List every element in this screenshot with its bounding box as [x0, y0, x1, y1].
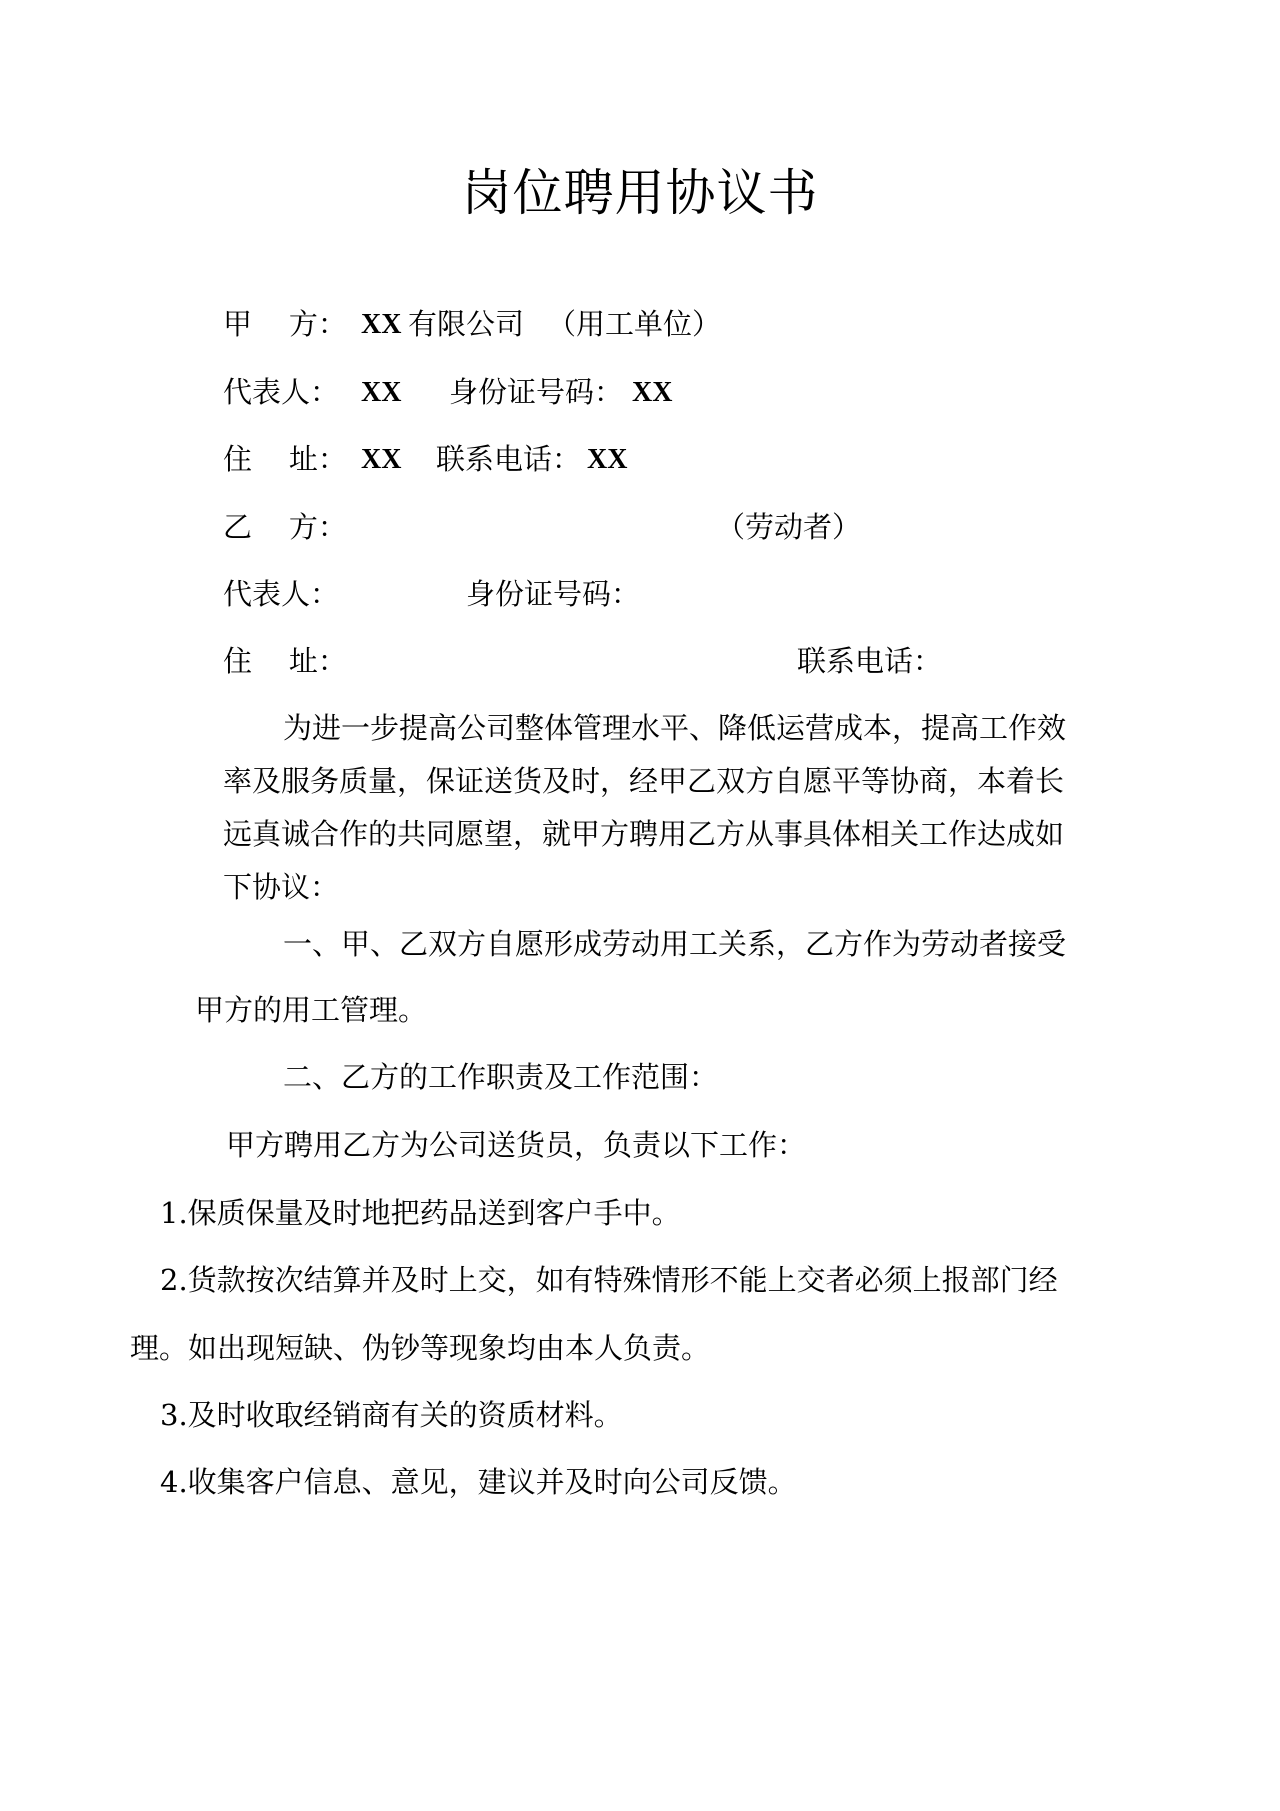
intro-line-4: 下协议： — [223, 870, 340, 904]
party-a-company-rest: 有限公司 — [408, 307, 525, 341]
clause2-heading: 二、乙方的工作职责及工作范围： — [283, 1060, 719, 1094]
duty-item-3: 3.及时收取经销商有关的资质材料。 — [160, 1398, 623, 1432]
intro-line-3: 远真诚合作的共同愿望，就甲方聘用乙方从事具体相关工作达成如 — [223, 817, 1065, 851]
duty-item-4: 4.收集客户信息、意见，建议并及时向公司反馈。 — [160, 1465, 797, 1499]
party-b-note: （劳动者） — [716, 510, 862, 544]
duty-item-1: 1.保质保量及时地把药品送到客户手中。 — [160, 1196, 681, 1230]
duty-item-2-line-2: 理。如出现短缺、伪钞等现象均由本人负责。 — [130, 1331, 711, 1365]
party-a-label: 甲 方： — [223, 307, 347, 341]
party-b-label: 乙 方： — [223, 510, 347, 544]
party-a-addr-value: XX — [361, 444, 402, 475]
party-b-phone-label: 联系电话： — [797, 644, 943, 678]
party-b-id-label: 身份证号码： — [466, 577, 641, 611]
party-b-addr-label: 住 址： — [223, 644, 347, 678]
party-a-phone-value: XX — [587, 444, 628, 475]
party-a-company-bold: XX — [361, 309, 402, 340]
intro-line-2: 率及服务质量，保证送货及时，经甲乙双方自愿平等协商，本着长 — [223, 764, 1065, 798]
clause2-intro: 甲方聘用乙方为公司送货员，负责以下工作： — [226, 1128, 807, 1162]
document-title: 岗位聘用协议书 — [461, 164, 819, 222]
clause1-line-2: 甲方的用工管理。 — [195, 993, 428, 1027]
party-a-id-label: 身份证号码： — [449, 375, 624, 409]
party-a-note: （用工单位） — [547, 307, 722, 341]
party-a-id-value: XX — [632, 377, 673, 408]
party-a-rep-value: XX — [361, 377, 402, 408]
duty-item-2-line-1: 2.货款按次结算并及时上交，如有特殊情形不能上交者必须上报部门经 — [160, 1263, 1058, 1297]
intro-line-1: 为进一步提高公司整体管理水平、降低运营成本，提高工作效 — [283, 711, 1067, 745]
party-a-rep-label: 代表人： — [223, 375, 340, 409]
party-a-phone-label: 联系电话： — [436, 442, 582, 476]
clause1-line-1: 一、甲、乙双方自愿形成劳动用工关系，乙方作为劳动者接受 — [283, 927, 1067, 961]
party-b-rep-label: 代表人： — [223, 577, 340, 611]
party-a-addr-label: 住 址： — [223, 442, 347, 476]
